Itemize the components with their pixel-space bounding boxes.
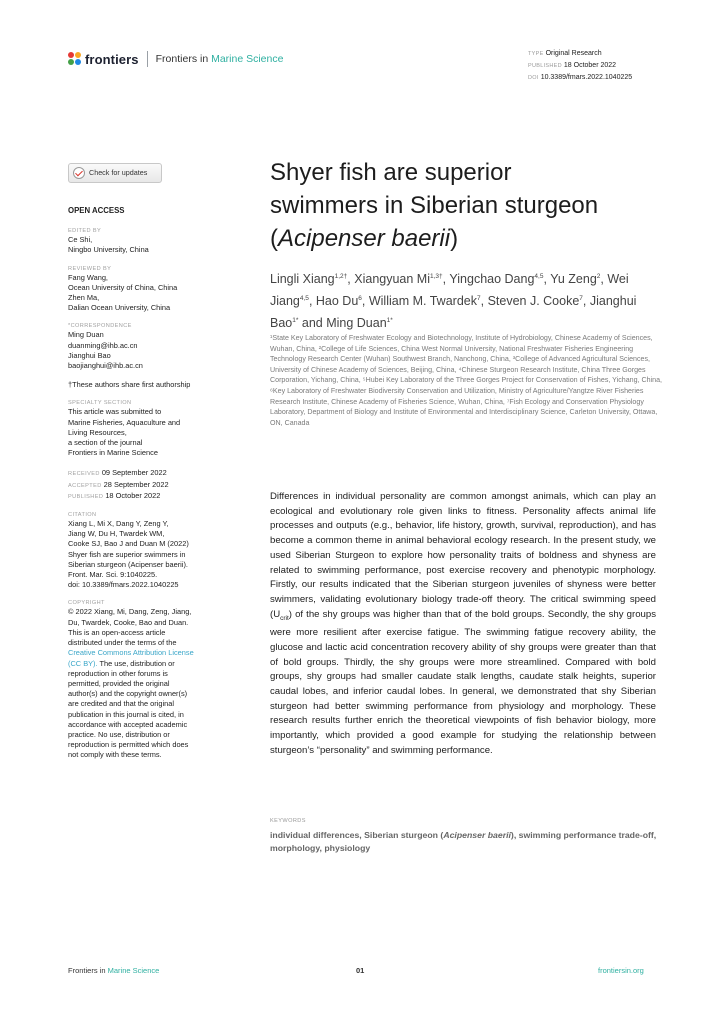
license-link[interactable]: (CC BY). — [68, 658, 98, 668]
author-name[interactable]: Hao Du$^6$ — [315, 294, 362, 309]
doi[interactable]: 10.3389/fmars.2022.1040225 — [540, 74, 633, 81]
brand-name: frontiers — [85, 51, 139, 67]
author-name[interactable]: Xiangyuan $Mi^{1,3\dagger}$ — [354, 272, 443, 287]
article-title: Shyer fish are superior swimmers in Siberian sturgeon (Acipenser baerii) — [270, 159, 599, 252]
edited-by: Ce Shi, Ningbo University, China — [68, 235, 149, 255]
article-type: Original Research — [545, 50, 602, 57]
author-name[interactable]: Steven J. Cooke$^7$ — [487, 294, 583, 309]
check-icon — [73, 167, 85, 179]
logo-divider — [147, 51, 148, 67]
author-name[interactable]: William M. Twardek$^7$ — [368, 294, 481, 309]
page-number: 01 — [356, 966, 365, 975]
footer-site-link[interactable]: frontiersin.org — [598, 966, 644, 975]
author-affiliation-marker: 6 — [358, 295, 362, 303]
author-name[interactable]: Jianghui Bao$^{1*}$ — [270, 294, 637, 331]
author-affiliation-marker: 1* — [292, 317, 299, 325]
first-authors-note: †These authors share first authorship — [68, 380, 191, 390]
author-affiliation-marker: 1,3† — [430, 273, 443, 280]
author-name[interactable]: Ming Duan$^{1*}$ — [326, 316, 393, 331]
copyright: © 2022 Xiang, Mi, Dang, Zeng, Jiang, Du, Twardek, Cooke, Bao and Duan. This is an open-access article distributed under the terms of the Creative Commons Attribution License (CC BY). The use, distribution or reproduction in other forums is permitted, provided the original author(s) and the copyright owner(s) are credited and that the original publication in this journal is cited, in accordance with accepted academic practice. No use, distribution or reproduction is permitted which does not comply with these terms. — [68, 607, 238, 760]
published-date: 18 October 2022 — [563, 62, 617, 69]
keywords: individual differences, Siberian sturgeon (Acipenser baerii), swimming performance trade-off, morphology, physiology — [270, 830, 657, 853]
sidebar: Check for updates OPEN ACCESS EDITED BY Ce Shi, Ningbo University, China REVIEWED BY Fang Wang, Ocean University of China, China Zhen Ma, Dalian Ocean University, China *CORRESPONDENCE Ming Duan duanming@ihb.ac.cn Jianghui Bao baojianghui@ihb.ac.cn †These authors share first authorship SPECIALTY SECTION This article was submitted to Marine Fisheries, Aquaculture and Living Resources, a section of the journal Frontiers in Marine Science RECEIVED 09 September 2022 ACCEPTED 28 September 2022 PUBLISHED 18 October 2022 CITATION Xiang L, Mi X, Dang Y, Zeng Y, Jiang W, Du H, Twardek WM, Cooke SJ, Bao J and Duan M (2022) Shyer fish are superior swimmers in Siberian sturgeon (Acipenser baerii). Front. Mar. Sci. 9:1040225. doi: 10.3389/fmars.2022.1040225 COPYRIGHT © 2022 Xiang, Mi, Dang, Zeng, Jiang, Du, Twardek, Cooke, Bao and Duan. This is an open-access article distributed under the terms of the Creative Commons Attribution License (CC BY). The use, distribution or reproduction in other forums is permitted, provided the original author(s) and the copyright owner(s) are credited and that the original publication in this journal is cited, in accordance with accepted academic practice. No use, distribution or reproduction is permitted which does not comply with these terms. — [68, 163, 238, 761]
correspondence: Ming Duan duanming@ihb.ac.cn Jianghui Bao baojianghui@ihb.ac.cn — [68, 330, 238, 371]
check-for-updates-button[interactable]: Check for updates — [68, 163, 162, 183]
email-link[interactable]: duanming@ihb.ac.cn — [68, 340, 138, 350]
reviewed-by: Fang Wang, Ocean University of China, China Zhen Ma, Dalian Ocean University, China — [68, 272, 178, 313]
author-affiliation-marker: 7 — [476, 295, 481, 303]
affiliations: ¹State Key Laboratory of Freshwater Ecology and Biotechnology, Institute of Hydrobiology, Chinese Academy of Sciences, Wuhan, China, ²College of Life Sciences, China West Normal University, National Freshwater Fisheries Engineering Technology Research Center (Wuhan) Southwest Branch, Nanchong, China, ³College of Advanced Agricultural Sciences, University of Chinese Academy of Sciences, Beijing, China, ⁴Chinese Sturgeon Research Institute, China Three Gorges Corporation, Yichang, China, ⁵Hubei Key Laboratory of the Three Gorges Project for Conservation of Fishes, Yichang, China, ⁶Key Laboratory of Freshwater Biodiversity Conservation and Utilization, Ministry of Agriculture/Yangtze River Fisheries Research Institute, Chinese Academy of Fisheries Science, Wuhan, China, ⁷Fish Ecology and Conservation Physiology Laboratory, Department of Biology and Institute of Environmental and Interdisciplinary Science, Carleton University, Ottawa, ON, Canada — [270, 334, 662, 427]
article-meta: TYPE Original Research PUBLISHED 18 October 2022 DOI 10.3389/fmars.2022.1040225 — [528, 50, 633, 81]
author-affiliation-marker: 4,5 — [534, 273, 544, 280]
author-affiliation-marker: 2 — [596, 273, 601, 280]
author-affiliation-marker: 1,2† — [334, 273, 348, 280]
author-name[interactable]: Yu Zeng$^2$ — [550, 272, 601, 287]
footer-journal: Frontiers in Marine Science — [68, 966, 160, 975]
citation: Xiang L, Mi X, Dang Y, Zeng Y, Jiang W, Du H, Twardek WM, Cooke SJ, Bao J and Duan M (2022) Shyer fish are superior swimmers in Siberian sturgeon (Acipenser baerii). Front. Mar. Sci. 9:1040225. doi: 10.3389/fmars.2022.1040225 — [68, 519, 189, 590]
author-list: Lingli Xiang$^{1,2\dagger}$, Xiangyuan $Mi^{1,3\dagger}$, Yingchao Dang$^{4,5}$, Yu Zeng$^2$, Wei Jiang$^{4,5}$, Hao Du$^6$, William M. Twardek$^7$, Steven J. Cooke$^7$, Jianghui Bao$^{1*}$ and Ming Duan$^{1*}$ — [270, 272, 637, 331]
author-name[interactable]: Lingli Xiang$^{1,2\dagger}$ — [270, 272, 348, 287]
email-link[interactable]: baojianghui@ihb.ac.cn — [68, 361, 143, 371]
author-name[interactable]: Wei Jiang$^{4,5}$ — [270, 272, 629, 309]
author-name[interactable]: Yingchao Dang$^{4,5}$ — [449, 272, 544, 287]
author-affiliation-marker: 1* — [386, 317, 393, 325]
abstract: Differences in individual personality are common amongst animals, which can play an ecological and evolutionary role given links to fitness. Personality affects animal life processes and outputs (e.g., behavior, life history, growth, survival, reproduction), and has become a common theme in animal behavioral ecology research. In the present study, we used Siberian Sturgeon to explore how personality traits of boldness and shyness are related to swimming performance, post exercise recovery and phenotypic morphology. Firstly, our results indicated that the Siberian sturgeon juveniles of shyness were better swimmers, validating evolutionary biology trade-off theory. The critical swimming speed $(U_{crit})$ of the shy groups was higher than that of the bold groups. Secondly, the shy groups were more resilient after exercise fatigue. The swimming fatigue recovery ability, the glucose and lactic acid concentration recovery ability of shy groups were greater than that of bold groups. Thirdly, the shy groups were more streamlined. Compared with bold groups, shy groups had smaller caudate stalk lengths, caudate stalk heights, superior caudal lobes, and inferior caudal lobes. In general, we demonstrated that shy Siberian sturgeon had better swimming performance from physiology and morphology. These research results further enrich the theoretical viewpoints of fish behavior biology, more importantly, which provided a good example for studying the relationship between sturgeon’s “personality” and swimming performance. — [270, 491, 656, 756]
open-access-label: OPEN ACCESS — [68, 206, 125, 215]
license-link[interactable]: Creative Commons Attribution License — [68, 648, 194, 658]
frontiers-logo-icon — [68, 52, 82, 66]
specialty-section: This article was submitted to Marine Fisheries, Aquaculture and Living Resources, a section of the journal Frontiers in Marine Science — [68, 407, 181, 458]
frontiers-logo[interactable] — [68, 51, 283, 67]
author-affiliation-marker: 7 — [579, 295, 583, 303]
keywords-label: KEYWORDS — [270, 818, 306, 824]
author-affiliation-marker: 4,5 — [299, 295, 309, 303]
journal-name: Frontiers in Marine Science — [155, 53, 284, 65]
history-dates: RECEIVED 09 September 2022 ACCEPTED 28 September 2022 PUBLISHED 18 October 2022 — [68, 468, 169, 500]
